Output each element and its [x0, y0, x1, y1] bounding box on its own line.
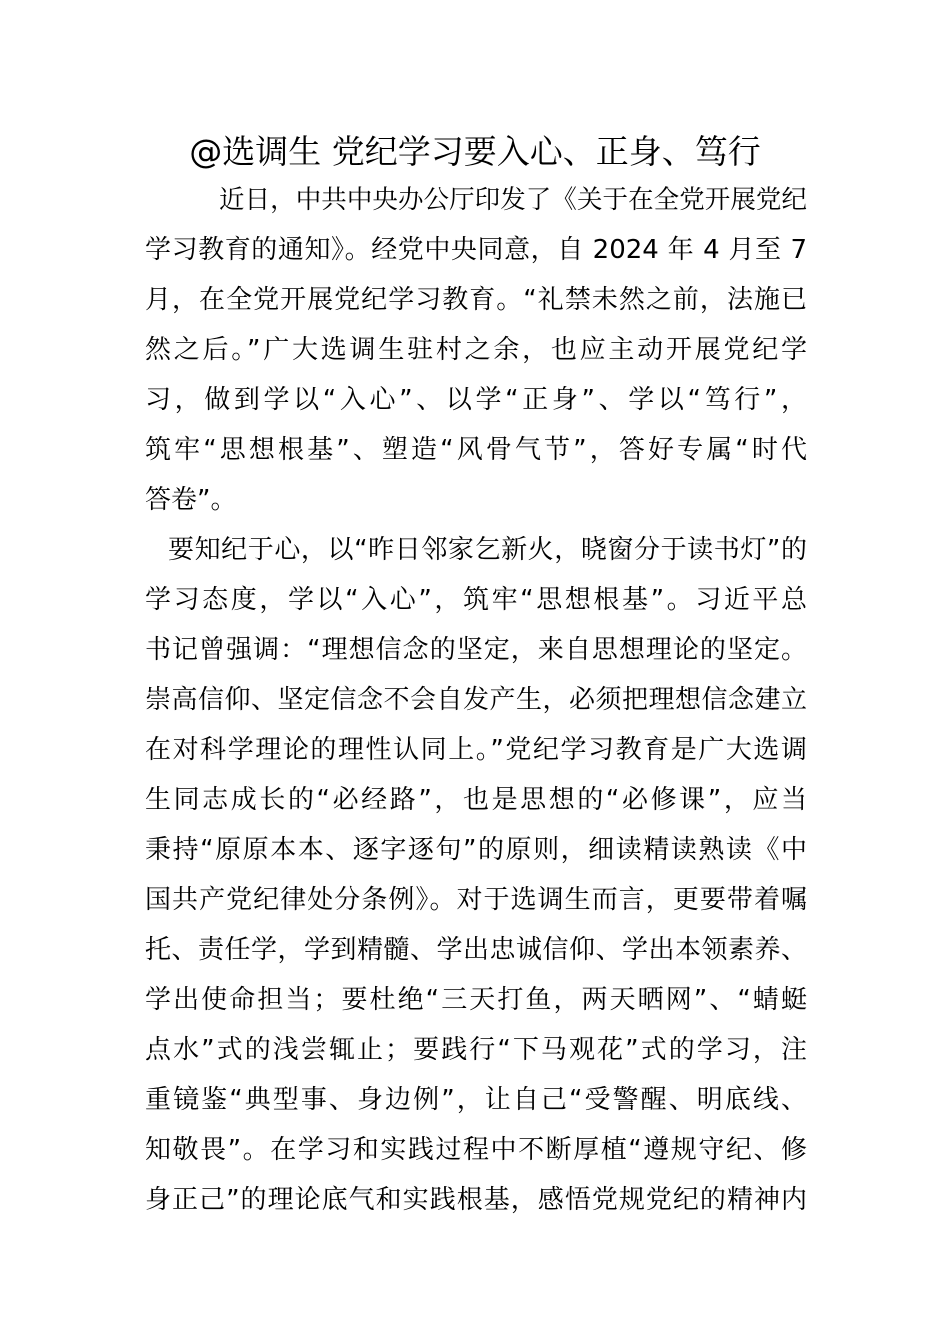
paragraph-1-line: 学习教育的通知》。经党中央同意，自 2024 年 4 月至 7 [145, 235, 807, 265]
paragraph-1-line: 答卷”。 [145, 485, 237, 515]
paragraph-1-line: 近日，中共中央办公厅印发了《关于在全党开展党纪 [219, 185, 807, 215]
paragraph-2-line: 学习态度，学以“入心”，筑牢“思想根基”。习近平总 [145, 585, 807, 615]
paragraph-2-line: 托、责任学，学到精髓、学出忠诚信仰、学出本领素养、 [145, 935, 807, 965]
paragraph-2-line: 重镜鉴“典型事、身边例”，让自己“受警醒、明底线、 [145, 1085, 807, 1115]
paragraph-2-line: 学出使命担当；要杜绝“三天打鱼，两天晒网”、“蜻蜓 [145, 985, 807, 1015]
paragraph-2-line: 书记曾强调：“理想信念的坚定，来自思想理论的坚定。 [145, 635, 807, 665]
paragraph-1-line: 然之后。”广大选调生驻村之余，也应主动开展党纪学 [145, 335, 807, 365]
paragraph-2-line: 点水”式的浅尝辄止；要践行“下马观花”式的学习，注 [145, 1035, 807, 1065]
paragraph-2-line: 在对科学理论的理性认同上。”党纪学习教育是广大选调 [145, 735, 807, 765]
document-title: @选调生 党纪学习要入心、正身、笃行 [189, 132, 761, 171]
paragraph-2-line: 要知纪于心，以“昨日邻家乞新火，晓窗分于读书灯”的 [168, 535, 807, 565]
paragraph-2-line: 知敬畏”。在学习和实践过程中不断厚植“遵规守纪、修 [145, 1135, 807, 1165]
paragraph-1-line: 筑牢“思想根基”、塑造“风骨气节”，答好专属“时代 [145, 435, 807, 465]
paragraph-2-line: 崇高信仰、坚定信念不会自发产生，必须把理想信念建立 [145, 685, 807, 715]
paragraph-2-line: 国共产党纪律处分条例》。对于选调生而言，更要带着嘱 [145, 885, 807, 915]
paragraph-2-line: 身正己”的理论底气和实践根基，感悟党规党纪的精神内 [145, 1185, 807, 1215]
paragraph-1-line: 习，做到学以“入心”、以学“正身”、学以“笃行”， [145, 385, 807, 415]
paragraph-2-line: 生同志成长的“必经路”，也是思想的“必修课”，应当 [145, 785, 807, 815]
paragraph-2-line: 秉持“原原本本、逐字逐句”的原则，细读精读熟读《中 [145, 835, 807, 865]
paragraph-1-line: 月，在全党开展党纪学习教育。“礼禁未然之前，法施已 [145, 285, 807, 315]
